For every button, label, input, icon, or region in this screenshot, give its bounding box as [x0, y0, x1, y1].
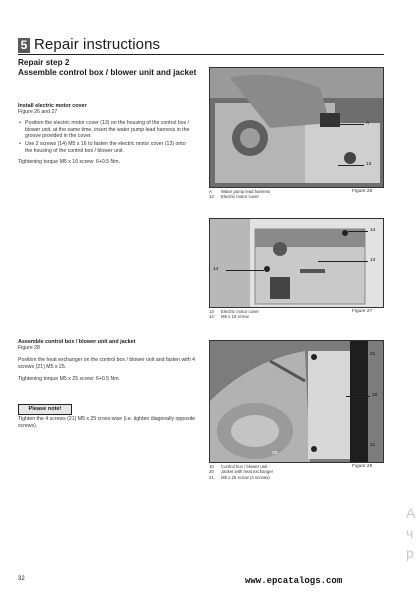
- figure-27-label: Figure 27: [352, 309, 373, 314]
- callout-10: 10: [372, 393, 378, 398]
- page-title: Repair instructions: [34, 36, 161, 53]
- callout-13: 13: [366, 162, 372, 167]
- figure-28-label: Figure 28: [352, 464, 373, 469]
- figure-26-legend: A Water pump lead harness 13 Electric motor cover: [209, 189, 271, 200]
- callout-21-top: 21: [370, 352, 376, 357]
- section-number-badge: 5: [18, 38, 30, 53]
- callout-21-bottom: 21: [370, 443, 376, 448]
- please-note-text: Tighten the 4 screws (21) M5 x 25 cross-wise (i.e. tighten diagonally opposite screws).: [18, 416, 196, 429]
- assemble-jacket-section: [18, 339, 198, 383]
- figure-27-legend: 13 Electric motor cover 14 M5 x 16 screw: [209, 309, 259, 320]
- callout-line: [338, 165, 364, 166]
- figure-27-image: [210, 219, 383, 307]
- figure-26-label: Figure 26: [352, 189, 373, 194]
- repair-step-heading: Repair step 2 Assemble control box / blower unit and jacket: [18, 58, 197, 77]
- watermark-letter: p: [406, 545, 414, 561]
- install-cover-section: [18, 103, 193, 166]
- list-item: • Use 2 screws (14) M5 x 16 to fasten the electric motor cover (13) onto the housing of the control box / blower unit.: [25, 141, 193, 155]
- assemble-jacket-text: Position the heat exchanger on the control box / blower unit and fasten with 4 screws (21) M5 x 25.: [18, 356, 196, 370]
- install-cover-figure-ref: Figure 26 and 27: [18, 109, 58, 115]
- callout-20: 20: [272, 451, 278, 456]
- callout-line: [226, 270, 264, 271]
- list-item: • Position the electric motor cover (13) on the housing of the control box / blower unit, at the same time, insert the water pump lead harness in the groove provided in the cover.: [25, 120, 193, 140]
- callout-line: [348, 231, 368, 232]
- callout-14-top: 14: [370, 228, 376, 233]
- install-cover-torque: Tightening torque M5 x 16 screw: 6+0.5 Nm.: [18, 158, 121, 165]
- please-note-box: Please note!: [18, 404, 72, 415]
- assemble-jacket-heading: Assemble control box / blower unit and jacket: [18, 339, 136, 345]
- assemble-jacket-figure-ref: Figure 28: [18, 345, 40, 351]
- watermark-letter: ч: [406, 525, 414, 541]
- watermark-letter: A: [406, 505, 416, 521]
- install-cover-heading: Install electric motor cover: [18, 103, 87, 109]
- site-url-link[interactable]: www.epcatalogs.com: [245, 576, 343, 586]
- figure-26-image: [210, 68, 383, 187]
- callout-14-left: 14: [213, 267, 219, 272]
- install-cover-steps: [18, 120, 193, 155]
- header-rule: [18, 54, 384, 55]
- page-number: 32: [18, 576, 25, 582]
- callout-line: [346, 396, 370, 397]
- callout-a: A: [366, 121, 370, 126]
- callout-line: [318, 261, 368, 262]
- figure-28-image: [210, 341, 383, 462]
- figure-28-photo: [209, 340, 384, 463]
- figure-28-legend: 10 Control box / blower unit 20 Jacket with heat exchanger 21 M5 x 25 screw (4 screws): [209, 464, 274, 480]
- callout-line: [340, 124, 364, 125]
- assemble-jacket-torque: Tightening torque M5 x 25 screw: 6+0.5 Nm.: [18, 376, 121, 383]
- callout-13: 13: [370, 258, 376, 263]
- figure-26-photo: [209, 67, 384, 188]
